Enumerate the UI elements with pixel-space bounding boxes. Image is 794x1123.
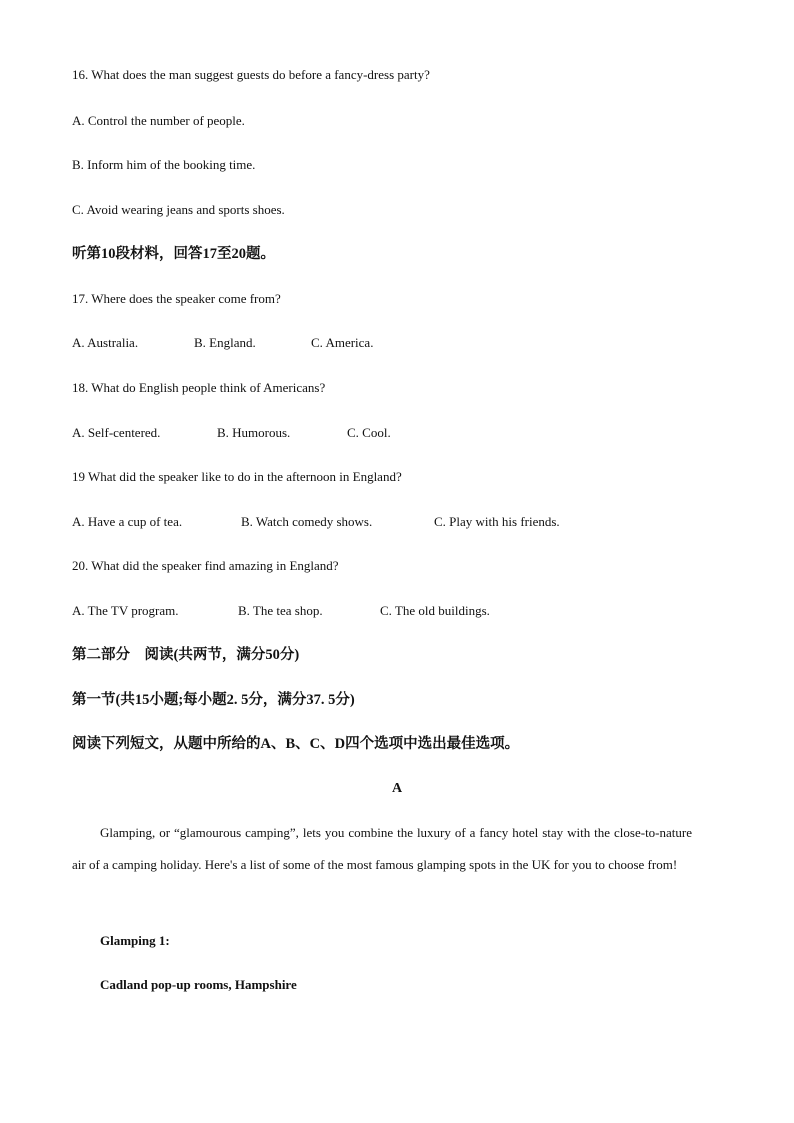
section-10-instruction: 听第10段材料，回答17至20题。	[72, 246, 275, 262]
question-18-option-a: A. Self-centered.	[72, 425, 161, 440]
question-17-option-c: C. America.	[311, 335, 374, 350]
question-18-text: 18. What do English people think of Americans?	[72, 380, 326, 395]
section-1-heading: 第一节(共15小题;每小题2. 5分，满分37. 5分)	[72, 692, 355, 708]
question-17-option-b: B. England.	[194, 335, 256, 350]
reading-instruction: 阅读下列短文，从题中所给的A、B、C、D四个选项中选出最佳选项。	[72, 736, 520, 752]
glamping-1-title: Glamping 1:	[100, 933, 170, 948]
question-19-option-c: C. Play with his friends.	[434, 514, 560, 529]
question-20-text: 20. What did the speaker find amazing in England?	[72, 558, 339, 573]
passage-intro: Glamping, or “glamourous camping”, lets you combine the luxury of a fancy hotel stay with the close-to-nature air of a camping holiday. Here's a list of some of the most famous glamping spots in the UK for you to choose from!	[72, 825, 692, 872]
question-17-option-a: A. Australia.	[72, 335, 139, 350]
question-16-text: 16. What does the man suggest guests do before a fancy-dress party?	[72, 67, 430, 82]
question-19-option-b: B. Watch comedy shows.	[241, 514, 373, 529]
question-18-option-c: C. Cool.	[347, 425, 391, 440]
question-16-option-a: A. Control the number of people.	[72, 113, 245, 128]
part-2-heading: 第二部分 阅读(共两节，满分50分)	[72, 647, 300, 663]
question-20-option-c: C. The old buildings.	[380, 603, 490, 618]
question-17-text: 17. Where does the speaker come from?	[72, 291, 281, 306]
question-16-option-c: C. Avoid wearing jeans and sports shoes.	[72, 202, 285, 217]
question-20-option-a: A. The TV program.	[72, 603, 179, 618]
passage-label: A	[391, 781, 403, 796]
question-18-option-b: B. Humorous.	[217, 425, 291, 440]
question-20-option-b: B. The tea shop.	[238, 603, 323, 618]
question-16-option-b: B. Inform him of the booking time.	[72, 157, 256, 172]
glamping-1-name: Cadland pop-up rooms, Hampshire	[100, 977, 297, 992]
question-19-text: 19 What did the speaker like to do in the afternoon in England?	[72, 469, 402, 484]
question-19-option-a: A. Have a cup of tea.	[72, 514, 183, 529]
